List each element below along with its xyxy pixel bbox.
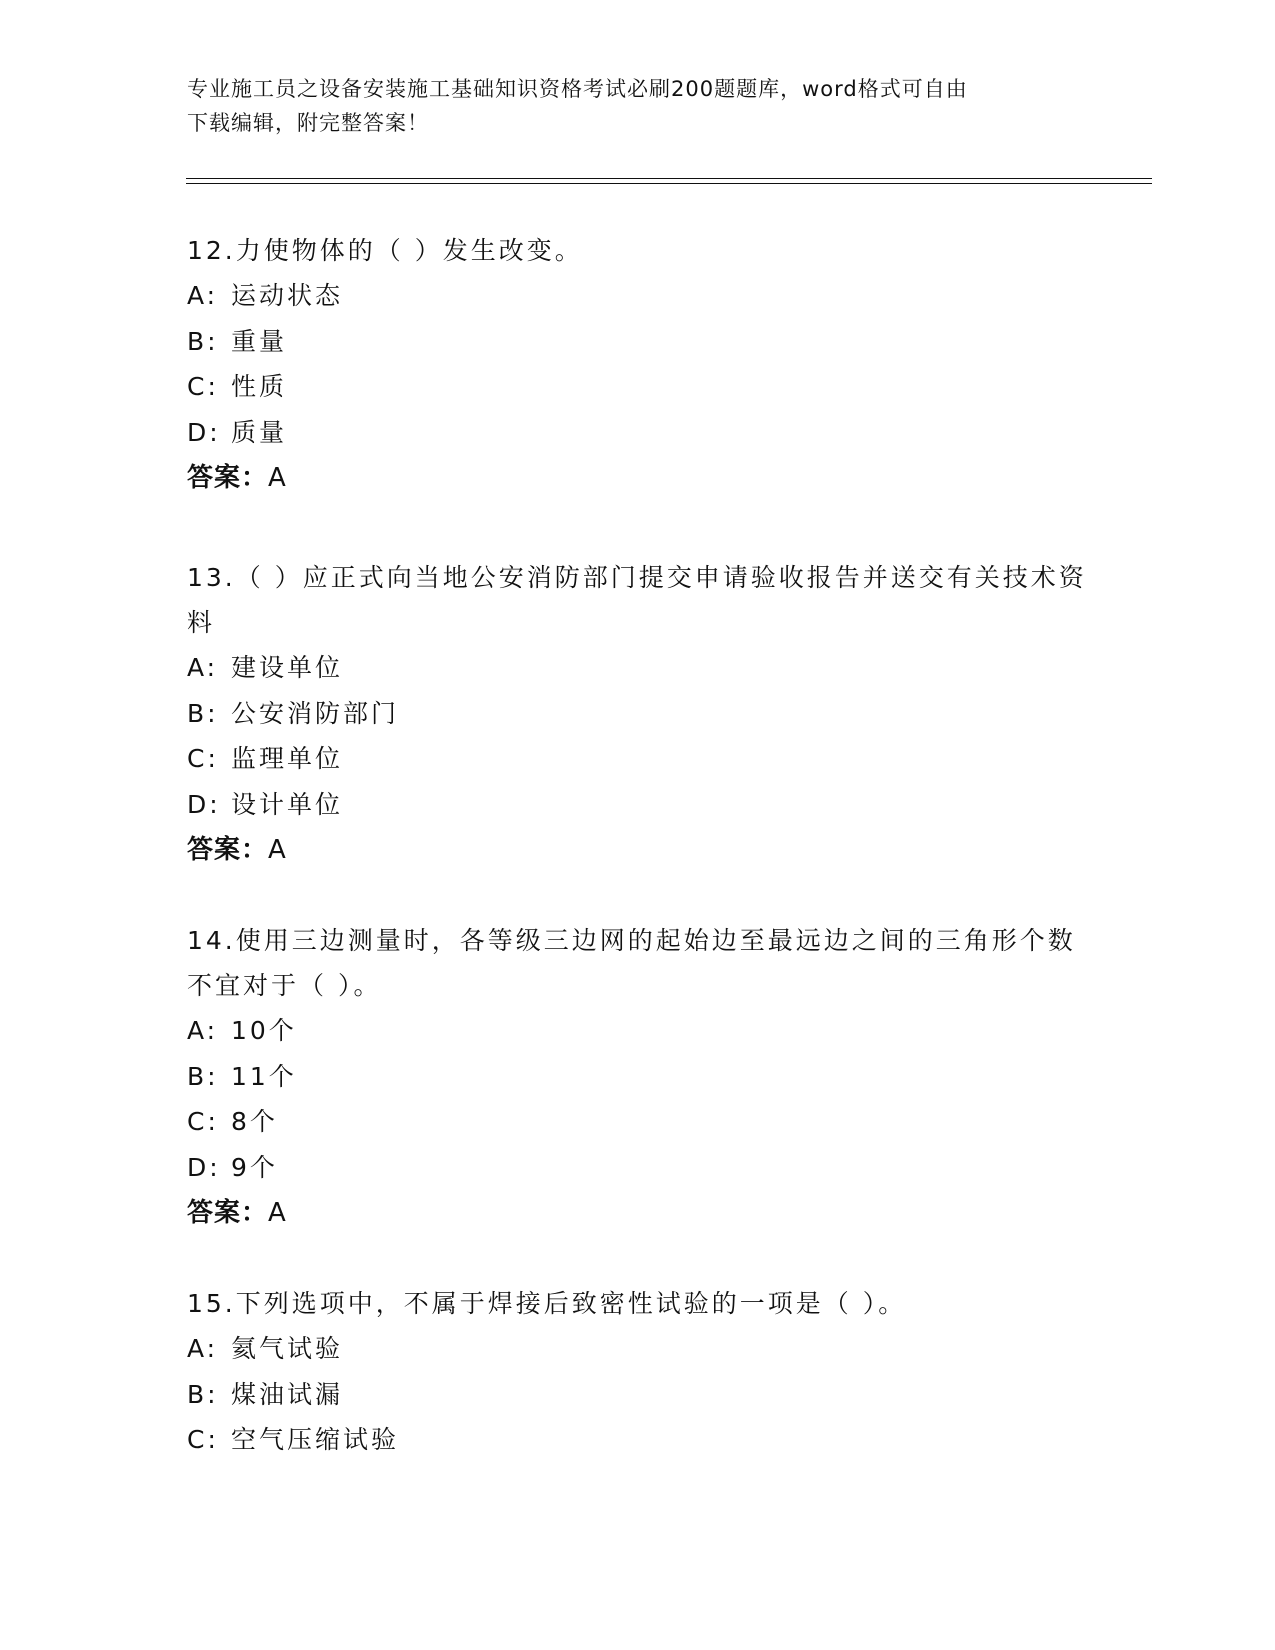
option-text: 监理单位 xyxy=(231,744,344,773)
option-b xyxy=(187,1372,1087,1418)
question-stem: 12.力使物体的（ ）发生改变。 xyxy=(187,236,583,265)
option-a xyxy=(187,273,1087,319)
option-c xyxy=(187,736,1087,782)
option-list xyxy=(187,645,1087,827)
answer-label: 答案： xyxy=(187,1198,269,1228)
question-15 xyxy=(187,1281,1087,1463)
answer-value: A xyxy=(268,463,286,493)
option-a xyxy=(187,1326,1087,1372)
answer-line xyxy=(187,1190,1087,1236)
option-key: C: xyxy=(187,744,219,773)
option-key: B: xyxy=(187,326,219,356)
option-b xyxy=(187,691,1087,737)
option-d xyxy=(187,410,1087,456)
option-key: A: xyxy=(187,281,219,310)
option-key: C: xyxy=(187,372,219,401)
option-text: 空气压缩试验 xyxy=(231,1425,400,1454)
option-text: 质量 xyxy=(231,417,288,447)
answer-label: 答案： xyxy=(187,463,269,493)
header-title-line-1: 专业施工员之设备安装施工基础知识资格考试必刷200题题库，word格式可自由 xyxy=(187,77,968,101)
option-text: 重量 xyxy=(231,326,288,356)
question-stem: 15.下列选项中，不属于焊接后致密性试验的一项是（ ）。 xyxy=(187,1289,907,1318)
option-list xyxy=(187,1008,1087,1190)
option-text: 公安消防部门 xyxy=(231,698,400,728)
document-header xyxy=(187,72,1067,140)
question-13 xyxy=(187,555,1087,873)
option-key: D: xyxy=(187,417,221,447)
option-key: D: xyxy=(187,1152,221,1182)
option-key: A: xyxy=(187,653,219,682)
option-key: B: xyxy=(187,1061,219,1091)
answer-label: 答案： xyxy=(187,835,269,865)
option-key: C: xyxy=(187,1107,219,1136)
option-text: 10个 xyxy=(231,1016,297,1045)
header-divider-bottom xyxy=(186,183,1152,184)
option-b xyxy=(187,319,1087,365)
answer-value: A xyxy=(268,835,286,865)
option-c xyxy=(187,1417,1087,1463)
option-key: D: xyxy=(187,789,221,819)
option-text: 11个 xyxy=(231,1061,297,1091)
option-a xyxy=(187,645,1087,691)
option-key: B: xyxy=(187,1379,219,1409)
answer-line xyxy=(187,455,1087,501)
option-list xyxy=(187,273,1087,455)
option-key: A: xyxy=(187,1334,219,1363)
option-text: 煤油试漏 xyxy=(231,1379,344,1409)
option-key: C: xyxy=(187,1425,219,1454)
option-text: 性质 xyxy=(231,372,288,401)
option-c xyxy=(187,1099,1087,1145)
option-text: 运动状态 xyxy=(231,281,344,310)
header-title-line-2: 下载编辑，附完整答案！ xyxy=(187,111,429,135)
question-12 xyxy=(187,228,1087,501)
option-text: 8个 xyxy=(231,1107,278,1136)
option-a xyxy=(187,1008,1087,1054)
question-14 xyxy=(187,918,1087,1236)
option-key: B: xyxy=(187,698,219,728)
option-text: 建设单位 xyxy=(231,653,344,682)
answer-line xyxy=(187,827,1087,873)
header-divider-top xyxy=(186,178,1152,179)
answer-value: A xyxy=(268,1198,286,1228)
option-text: 9个 xyxy=(231,1152,278,1182)
option-d xyxy=(187,1145,1087,1191)
option-b xyxy=(187,1054,1087,1100)
option-c xyxy=(187,364,1087,410)
question-stem: 13.（ ）应正式向当地公安消防部门提交申请验收报告并送交有关技术资料 xyxy=(187,563,1087,637)
option-text: 氦气试验 xyxy=(231,1334,344,1363)
option-d xyxy=(187,782,1087,828)
option-text: 设计单位 xyxy=(231,789,344,819)
option-list xyxy=(187,1326,1087,1463)
option-key: A: xyxy=(187,1016,219,1045)
question-stem: 14.使用三边测量时，各等级三边网的起始边至最远边之间的三角形个数不宜对于（ ）。 xyxy=(187,926,1076,1000)
